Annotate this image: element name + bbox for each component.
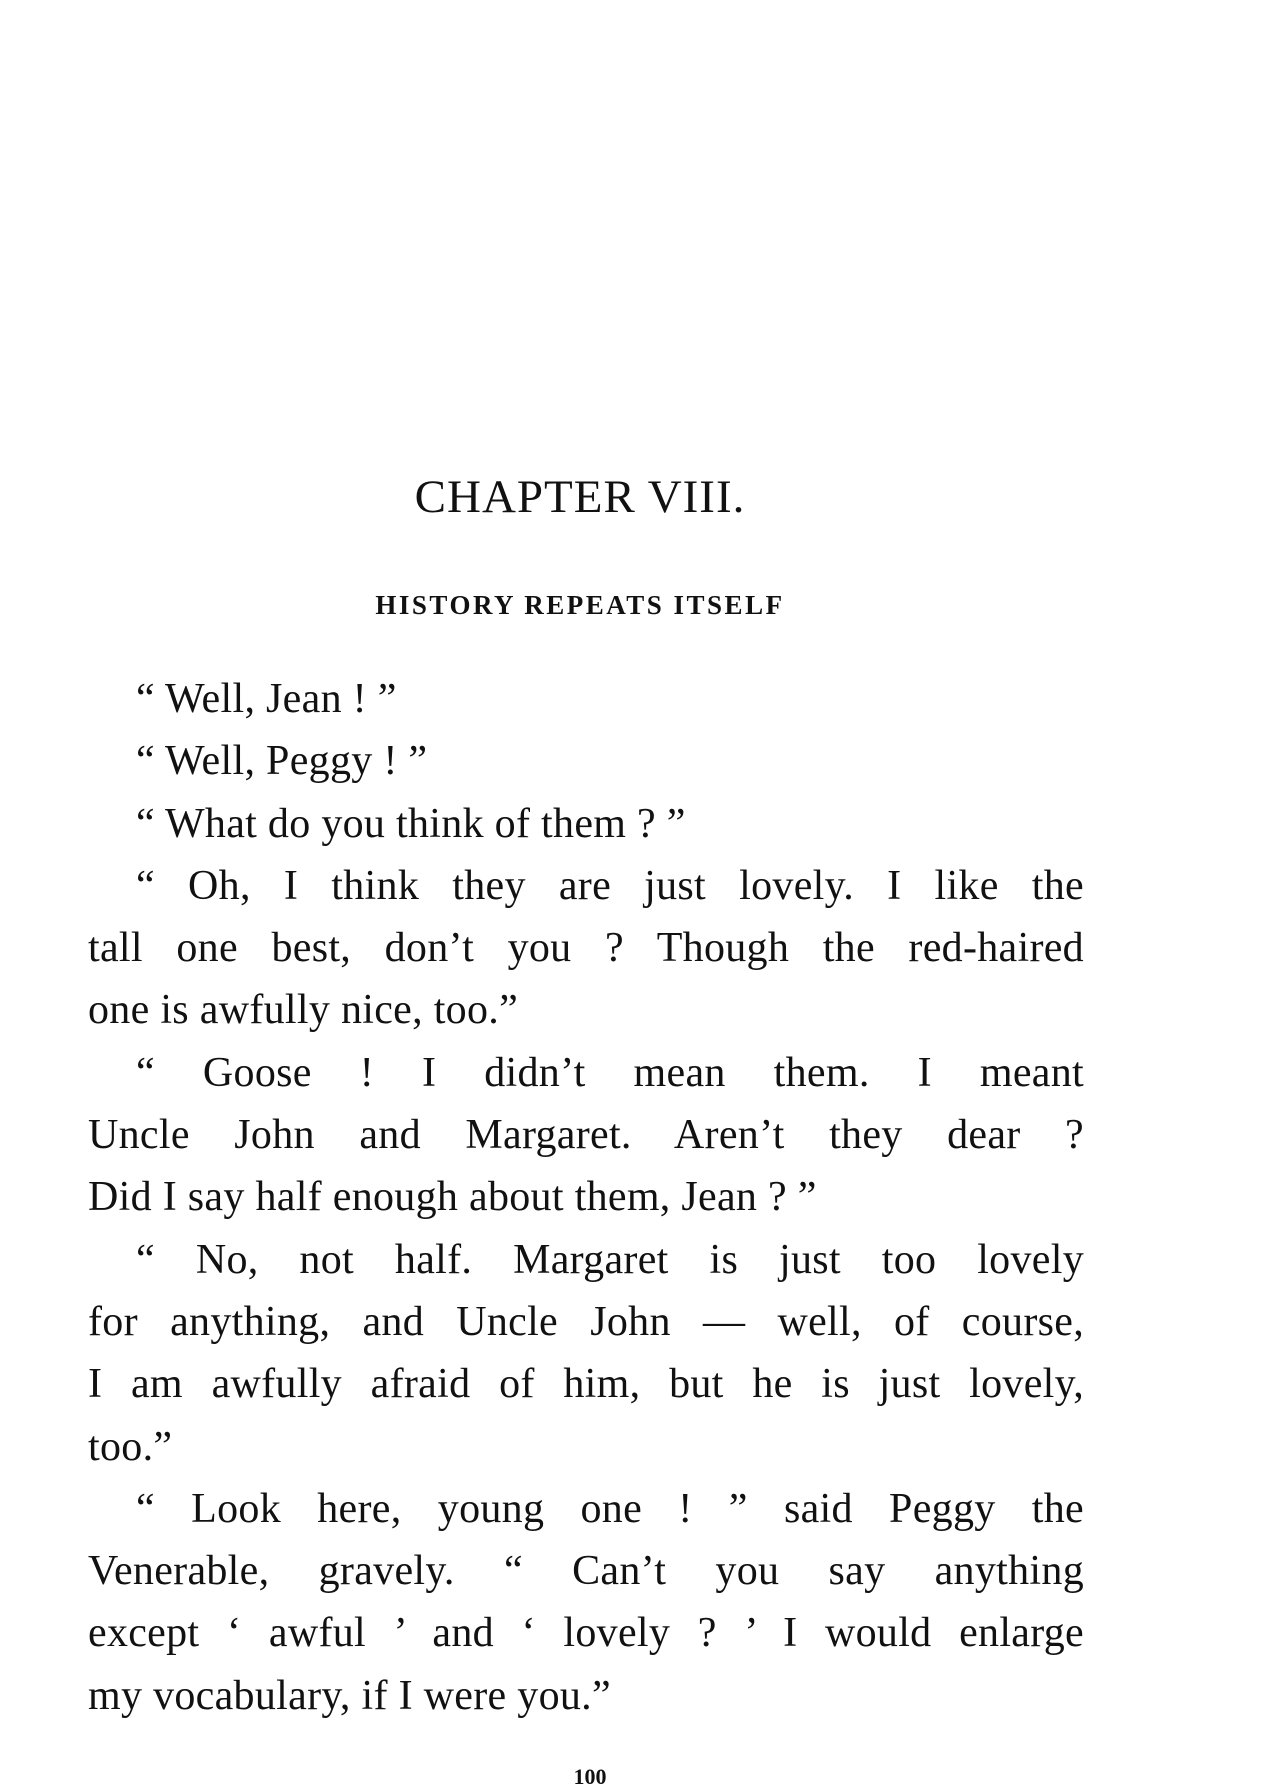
text-line: “ Goose ! I didn’t mean them. I meant	[136, 1049, 1084, 1096]
text-line: Uncle John and Margaret. Aren’t they dear ?	[88, 1112, 1084, 1159]
text-line: “ Look here, young one ! ” said Peggy the	[136, 1485, 1084, 1532]
text-line: for anything, and Uncle John — well, of course,	[88, 1298, 1084, 1345]
text-line: “ Well, Peggy ! ”	[136, 738, 428, 785]
page-number: 100	[573, 1764, 607, 1789]
text-line: I am awfully afraid of him, but he is just lovely,	[88, 1361, 1084, 1408]
chapter-subtitle: HISTORY REPEATS ITSELF	[375, 590, 785, 620]
chapter-title: CHAPTER VIII.	[414, 471, 746, 523]
text-line: “ Oh, I think they are just lovely. I like the	[136, 862, 1084, 909]
text-line: “ What do you think of them ? ”	[136, 800, 686, 847]
chapter-body	[88, 668, 1084, 1727]
text-line: Did I say half enough about them, Jean ? ”	[88, 1174, 817, 1221]
text-line: “ Well, Jean ! ”	[136, 676, 397, 722]
text-line: except ‘ awful ’ and ‘ lovely ? ’ I would enlarge	[88, 1610, 1084, 1657]
text-line: too.”	[88, 1423, 173, 1470]
text-line: “ No, not half. Margaret is just too lovely	[136, 1236, 1084, 1283]
text-line: Venerable, gravely. “ Can’t you say anything	[88, 1548, 1084, 1595]
text-line: tall one best, don’t you ? Though the red-haired	[88, 925, 1084, 972]
text-line: one is awfully nice, too.”	[88, 987, 519, 1034]
text-line: my vocabulary, if I were you.”	[88, 1672, 611, 1719]
